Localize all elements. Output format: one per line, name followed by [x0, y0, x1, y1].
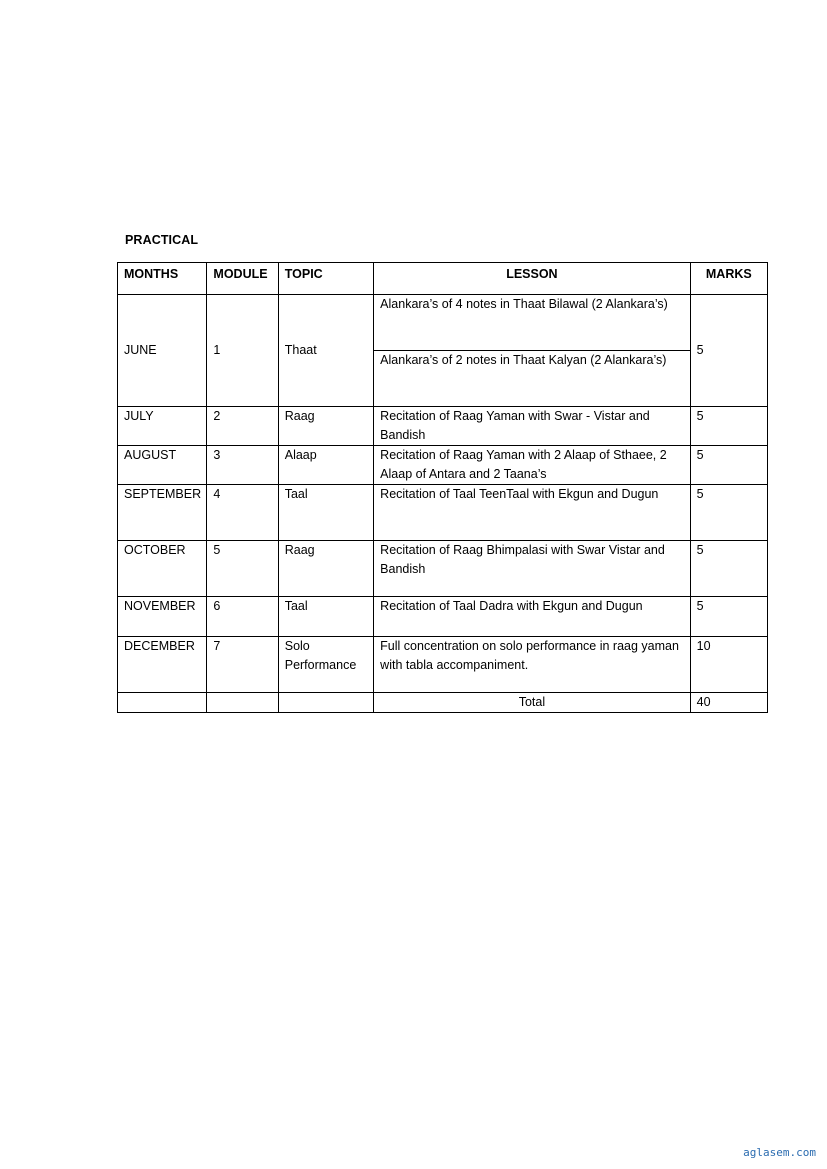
month-cell: NOVEMBER — [118, 597, 207, 637]
table-row — [118, 597, 768, 637]
header-marks: MARKS — [690, 263, 767, 295]
practical-syllabus-table — [117, 262, 768, 713]
section-title: PRACTICAL — [125, 233, 199, 247]
table-row — [118, 485, 768, 541]
header-module: MODULE — [207, 263, 278, 295]
module-cell: 6 — [207, 597, 278, 637]
marks-cell: 5 — [690, 597, 767, 637]
table-row — [118, 637, 768, 693]
lesson-cell: Alankara’s of 2 notes in Thaat Kalyan (2 Alankara’s) — [374, 351, 690, 407]
table-row — [118, 295, 768, 351]
lesson-cell: Recitation of Taal TeenTaal with Ekgun and Dugun — [374, 485, 690, 541]
lesson-cell: Recitation of Raag Yaman with 2 Alaap of Sthaee, 2 Alaap of Antara and 2 Taana’s — [374, 446, 690, 485]
empty-cell — [207, 693, 278, 713]
empty-cell — [278, 693, 373, 713]
topic-cell: Solo Performance — [278, 637, 373, 693]
topic-cell: Taal — [278, 597, 373, 637]
footer-site-link[interactable]: aglasem.com — [743, 1146, 816, 1159]
marks-cell: 5 — [690, 446, 767, 485]
lesson-cell: Recitation of Taal Dadra with Ekgun and Dugun — [374, 597, 690, 637]
total-row — [118, 693, 768, 713]
topic-cell: Thaat — [278, 295, 373, 407]
table-row — [118, 407, 768, 446]
marks-cell: 10 — [690, 637, 767, 693]
lesson-cell: Alankara’s of 4 notes in Thaat Bilawal (2 Alankara’s) — [374, 295, 690, 351]
header-lesson: LESSON — [374, 263, 690, 295]
header-topic: TOPIC — [278, 263, 373, 295]
module-cell: 7 — [207, 637, 278, 693]
table-row — [118, 541, 768, 597]
table-header-row — [118, 263, 768, 295]
marks-cell: 5 — [690, 485, 767, 541]
topic-cell: Raag — [278, 407, 373, 446]
module-cell: 1 — [207, 295, 278, 407]
month-cell: DECEMBER — [118, 637, 207, 693]
table-row — [118, 446, 768, 485]
total-label: Total — [374, 693, 690, 713]
module-cell: 5 — [207, 541, 278, 597]
total-marks: 40 — [690, 693, 767, 713]
month-cell: JUNE — [118, 295, 207, 407]
topic-cell: Alaap — [278, 446, 373, 485]
topic-cell: Raag — [278, 541, 373, 597]
lesson-cell: Recitation of Raag Yaman with Swar - Vistar and Bandish — [374, 407, 690, 446]
lesson-cell: Full concentration on solo performance in raag yaman with tabla accompaniment. — [374, 637, 690, 693]
month-cell: JULY — [118, 407, 207, 446]
month-cell: SEPTEMBER — [118, 485, 207, 541]
header-months: MONTHS — [118, 263, 207, 295]
month-cell: OCTOBER — [118, 541, 207, 597]
empty-cell — [118, 693, 207, 713]
marks-cell: 5 — [690, 407, 767, 446]
lesson-cell: Recitation of Raag Bhimpalasi with Swar Vistar and Bandish — [374, 541, 690, 597]
marks-cell: 5 — [690, 541, 767, 597]
month-cell: AUGUST — [118, 446, 207, 485]
module-cell: 2 — [207, 407, 278, 446]
topic-cell: Taal — [278, 485, 373, 541]
marks-cell: 5 — [690, 295, 767, 407]
module-cell: 3 — [207, 446, 278, 485]
module-cell: 4 — [207, 485, 278, 541]
